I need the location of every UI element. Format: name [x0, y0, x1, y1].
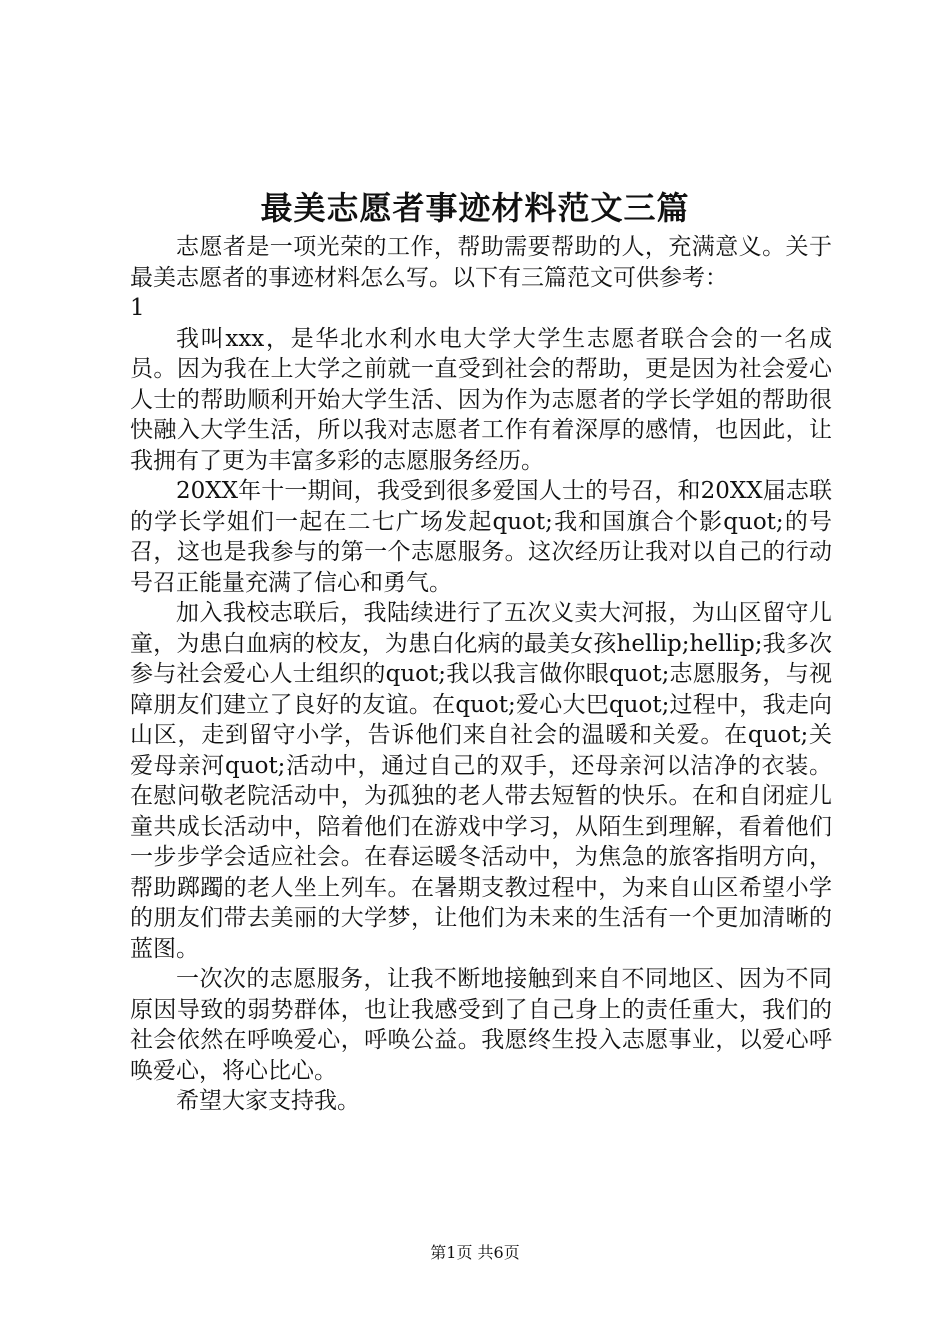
closing-paragraph: 希望大家支持我。: [176, 1088, 360, 1114]
body-paragraph-3: 加入我校志联后，我陆续进行了五次义卖大河报，为山区留守儿童，为患白血病的校友，为患白化病的最美女孩hellip;hellip;我多次参与社会爱心人士组织的quot;我以我言做你眼quot;志愿服务，与视障朋友们建立了良好的友谊。在quot;爱心大巴quot;过程中，我走向山区，走到留守小学，告诉他们来自社会的温暖和关爱。在quot;关爱母亲河quot;活动中，通过自己的双手，还母亲河以洁净的衣装。在慰问敬老院活动中，为孤独的老人带去短暂的快乐。在和自闭症儿童共成长活动中，陪着他们在游戏中学习，从陌生到理解，看着他们一步步学会适应社会。在春运暖冬活动中，为焦急的旅客指明方向，帮助踯躅的老人坐上列车。在暑期支教过程中，为来自山区希望小学的朋友们带去美丽的大学梦，让他们为未来的生活有一个更加清晰的蓝图。: [130, 600, 832, 962]
page-number-footer: 第1页 共6页: [430, 1243, 520, 1262]
body-paragraph-2: 20XX年十一期间，我受到很多爱国人士的号召，和20XX届志联的学长学姐们一起在二七广场发起quot;我和国旗合个影quot;的号召，这也是我参与的第一个志愿服务。这次经历让我对以自己的行动号召正能量充满了信心和勇气。: [130, 478, 832, 596]
body-paragraph-1: 我叫xxx，是华北水利水电大学大学生志愿者联合会的一名成员。因为我在上大学之前就一直受到社会的帮助，更是因为社会爱心人士的帮助顺利开始大学生活、因为作为志愿者的学长学姐的帮助很快融入大学生活，所以我对志愿者工作有着深厚的感情，也因此，让我拥有了更为丰富多彩的志愿服务经历。: [130, 325, 832, 474]
intro-paragraph: 志愿者是一项光荣的工作，帮助需要帮助的人，充满意义。关于最美志愿者的事迹材料怎么写。以下有三篇范文可供参考：: [130, 234, 832, 291]
document-body: [130, 232, 832, 1117]
section-number: 1: [130, 295, 145, 321]
body-paragraph-4: 一次次的志愿服务，让我不断地接触到来自不同地区、因为不同原因导致的弱势群体，也让我感受到了自己身上的责任重大，我们的社会依然在呼唤爱心，呼唤公益。我愿终生投入志愿事业，以爱心呼唤爱心，将心比心。: [130, 966, 832, 1084]
document-title: 最美志愿者事迹材料范文三篇: [260, 189, 690, 227]
